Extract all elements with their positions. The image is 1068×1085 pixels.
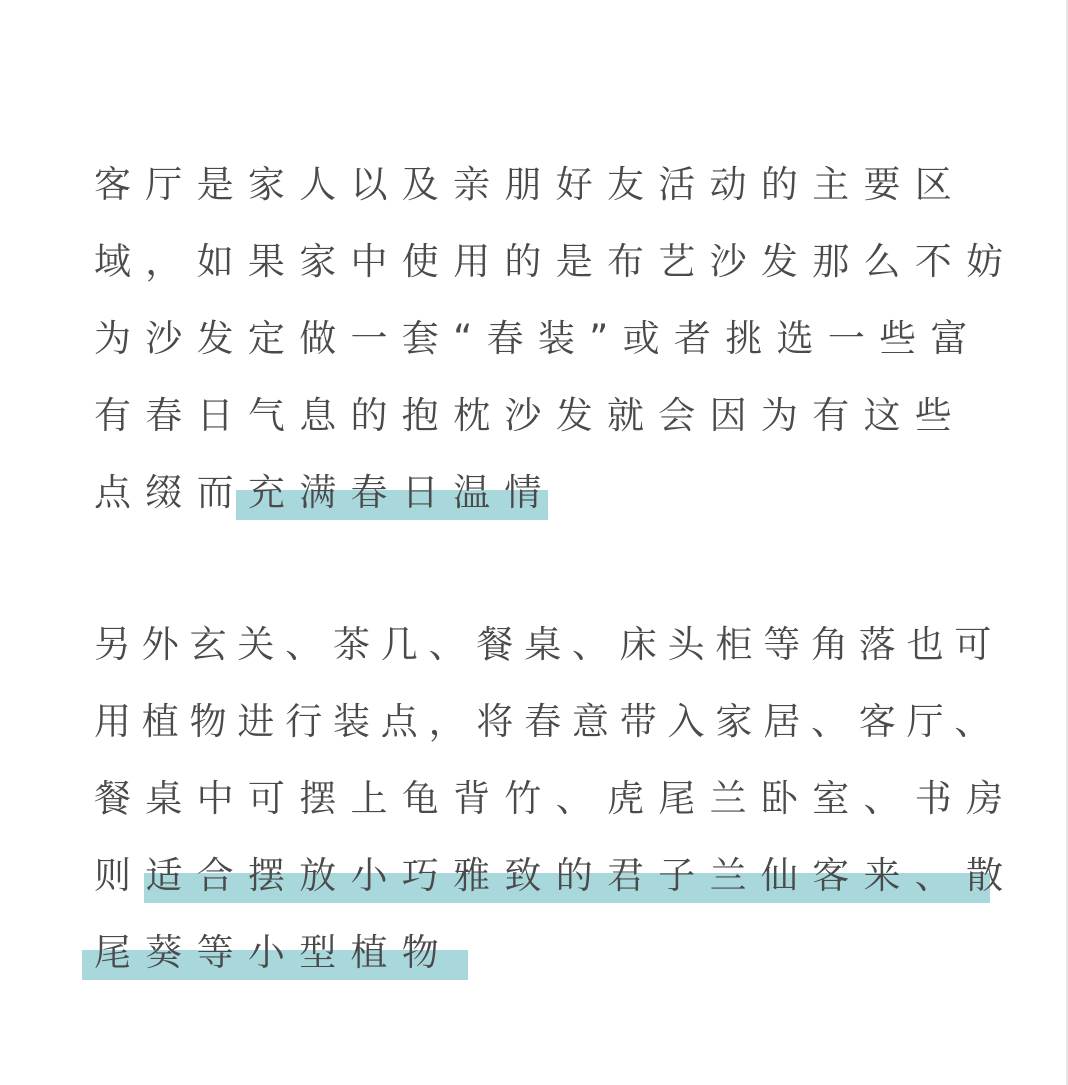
text-line xyxy=(94,391,994,468)
text-line-highlighted xyxy=(94,928,994,1005)
text-line-content: 用植物进行装点，将春意带入家居、客厅、 xyxy=(94,700,1003,743)
paragraph-plants xyxy=(94,620,1018,1005)
text-line-content: 为沙发定做一套“春装”或者挑选一些富 xyxy=(94,317,982,360)
highlighted-text: 充满春日温情 xyxy=(247,471,556,514)
highlighted-text: 尾葵等小型植物 xyxy=(94,931,454,974)
text-line-content: 有春日气息的抱枕沙发就会因为有这些 xyxy=(94,394,967,437)
text-line-content: 另外玄关、茶几、餐桌、床头柜等角落也可 xyxy=(94,623,1003,666)
text-line xyxy=(94,314,994,391)
text-line-content: 点缀而 xyxy=(94,471,248,514)
text-line xyxy=(94,160,994,237)
text-line-content: 则 xyxy=(94,854,146,897)
text-line xyxy=(94,774,1018,851)
text-line-highlighted xyxy=(94,851,1018,928)
text-line xyxy=(94,697,1003,774)
text-line xyxy=(94,237,1018,314)
highlighted-text: 适合摆放小巧雅致的君子兰仙客来、散 xyxy=(145,854,1018,897)
text-line-highlighted xyxy=(94,468,994,545)
text-line xyxy=(94,620,1003,697)
paragraph-living-room xyxy=(94,160,1018,545)
text-line-content: 域，如果家中使用的是布艺沙发那么不妨 xyxy=(94,240,1018,283)
text-line-content: 客厅是家人以及亲朋好友活动的主要区 xyxy=(94,163,967,206)
text-line-content: 餐桌中可摆上龟背竹、虎尾兰卧室、书房 xyxy=(94,777,1018,820)
